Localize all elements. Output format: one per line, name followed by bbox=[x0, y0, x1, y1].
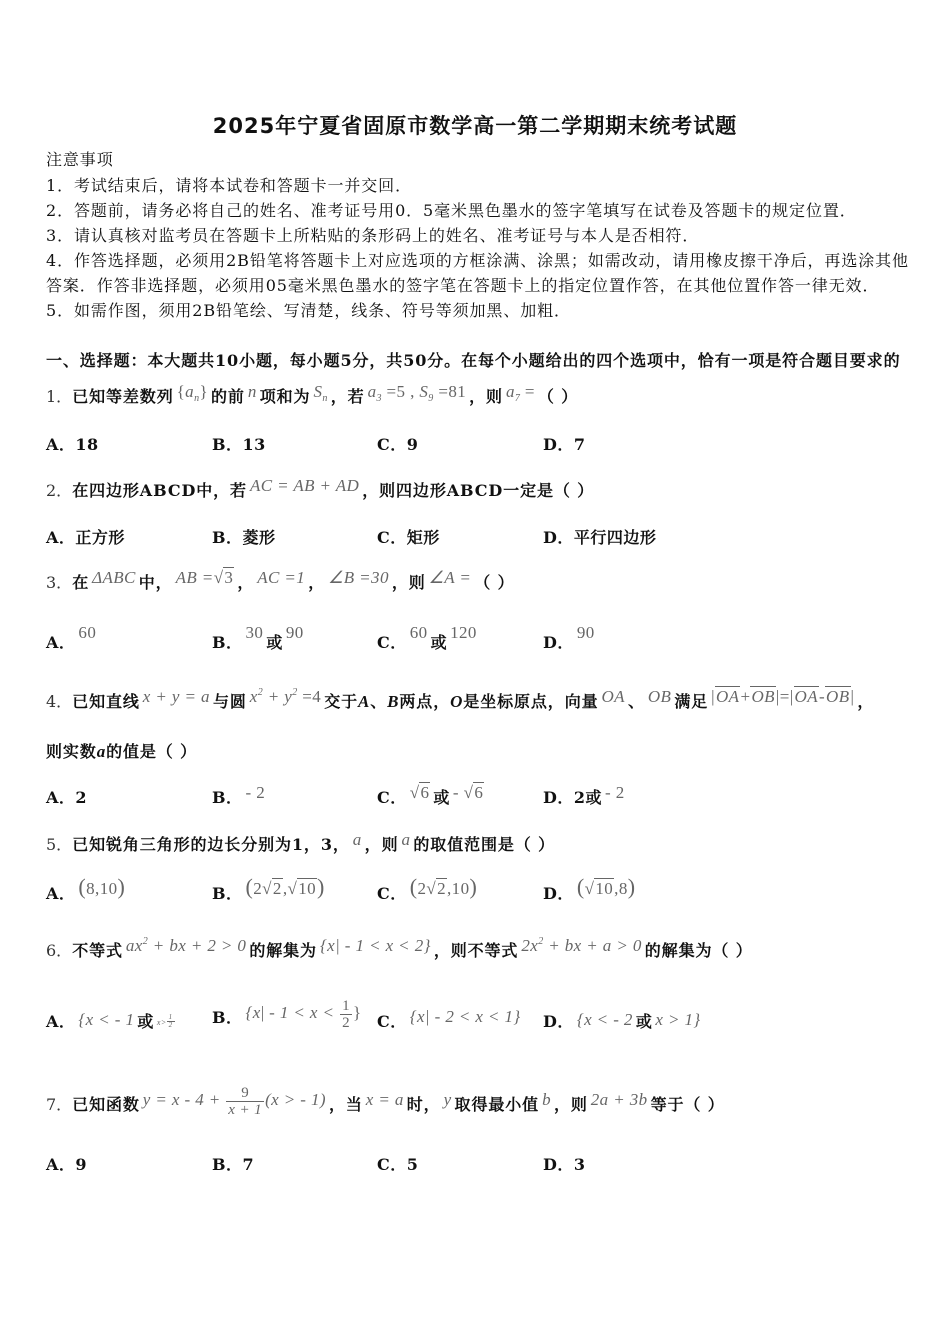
option-label: B． bbox=[212, 528, 243, 547]
question-1-option-b bbox=[212, 435, 266, 455]
stem-text: 与圆 bbox=[212, 692, 247, 711]
notice-line-2: 2．答题前，请务必将自己的姓名、准考证号用0．5毫米黑色墨水的签字笔填写在试卷及答题卡的规定位置． bbox=[46, 201, 857, 220]
set-bar: | bbox=[260, 1003, 265, 1022]
stem-text: 满足 bbox=[674, 692, 709, 711]
fraction bbox=[226, 1085, 264, 1118]
notice-line-4: 4．作答选择题，必须用2B铅笔将答题卡上对应选项的方框涂满、涂黑；如需改动，请用橡皮擦干净后，再选涂其他 bbox=[46, 251, 909, 270]
vector-oa: OA bbox=[601, 687, 625, 706]
question-6-option-a bbox=[46, 1012, 178, 1035]
interval bbox=[78, 874, 126, 899]
interval bbox=[245, 874, 325, 899]
question-number: 3． bbox=[46, 573, 73, 592]
math-expr: 2a + 3b bbox=[590, 1090, 648, 1109]
denominator: x + 1 bbox=[228, 1101, 263, 1118]
question-1-option-c bbox=[377, 435, 418, 455]
math-operator: |=| bbox=[775, 687, 794, 706]
question-3-option-a bbox=[46, 623, 99, 653]
solution-set: {x| - 1 < x < 2} bbox=[319, 936, 431, 955]
math-text: x bbox=[249, 687, 258, 706]
option-value: - 2 bbox=[605, 783, 625, 802]
question-7-stem bbox=[46, 1084, 725, 1118]
paren-close: ) bbox=[627, 874, 636, 899]
fraction bbox=[167, 1014, 175, 1029]
math-text: = bbox=[520, 382, 535, 401]
superscript: 2 bbox=[292, 687, 298, 698]
option-value: - 2 bbox=[245, 783, 266, 802]
question-2-option-c bbox=[377, 528, 440, 548]
paren-open: ( bbox=[78, 874, 87, 899]
comma: , bbox=[282, 879, 288, 898]
vector-oa: OA bbox=[794, 687, 818, 706]
stem-text: 不等式 bbox=[72, 941, 123, 960]
function-expr bbox=[142, 1084, 326, 1118]
math-expr: x = a bbox=[365, 1090, 404, 1109]
option-value: 2 bbox=[75, 788, 88, 807]
inequality-2 bbox=[521, 936, 641, 955]
option-value: 120 bbox=[450, 623, 477, 642]
stem-text: ，则 bbox=[553, 1095, 588, 1114]
stem-text: 、 bbox=[627, 692, 645, 711]
question-2-option-b bbox=[212, 528, 276, 548]
math-text: =4 bbox=[297, 687, 322, 706]
option-label: A． bbox=[46, 788, 76, 807]
stem-text: ，当 bbox=[328, 1095, 363, 1114]
question-1-stem bbox=[46, 382, 579, 410]
vector-ob: OB bbox=[751, 687, 775, 706]
option-connector: 或 bbox=[266, 633, 283, 652]
vector-condition bbox=[711, 687, 854, 706]
coefficient: 2 bbox=[253, 879, 263, 898]
sum-symbol bbox=[313, 382, 328, 404]
question-2-stem bbox=[46, 476, 595, 501]
math-var: b bbox=[542, 1090, 551, 1109]
option-value: 60 bbox=[78, 623, 97, 642]
stem-text: 取得最小值 bbox=[454, 1095, 540, 1114]
option-value: 2或 bbox=[573, 788, 603, 807]
option-label: D． bbox=[543, 884, 574, 903]
option-value: 正方形 bbox=[75, 528, 125, 547]
denominator: 2 bbox=[168, 1020, 173, 1029]
stem-text: 两点， bbox=[399, 692, 451, 711]
vector-ob: OB bbox=[826, 687, 850, 706]
question-7-option-d bbox=[543, 1155, 586, 1175]
radicand: 6 bbox=[474, 783, 484, 802]
notice-line-4-continued: 答案．作答非选择题，必须用05毫米黑色墨水的签字笔在答题卡上的指定位置作答，在其他位置作答一律无效． bbox=[46, 276, 880, 295]
math-var: a bbox=[367, 382, 377, 401]
question-2-option-a bbox=[46, 528, 125, 548]
option-label: B． bbox=[212, 884, 243, 903]
stem-text: ，则不等式 bbox=[433, 941, 519, 960]
question-7-option-b bbox=[212, 1155, 254, 1175]
solution-set: {x| - 2 < x < 1} bbox=[409, 1007, 521, 1026]
option-value: {x < - 2 bbox=[576, 1010, 633, 1029]
question-7-option-a bbox=[46, 1155, 87, 1175]
option-connector: 或 bbox=[635, 1012, 653, 1031]
option-value: 7 bbox=[573, 435, 586, 454]
section-heading: 一、选择题：本大题共10小题，每小题5分，共50分。在每个小题给出的四个选项中，恰有一项是符合题目要求的 bbox=[46, 351, 901, 370]
question-1-option-d bbox=[543, 435, 586, 455]
stem-text: 项和为 bbox=[259, 387, 311, 406]
math-var: S bbox=[313, 382, 323, 401]
option-label: D． bbox=[543, 1155, 574, 1174]
option-value: 90 bbox=[576, 623, 595, 642]
stem-text: 交于 bbox=[324, 692, 358, 711]
option-label: B． bbox=[212, 435, 243, 454]
notice-line-1: 1．考试结束后，请将本试卷和答题卡一并交回． bbox=[46, 176, 412, 195]
stem-text: ，若 bbox=[330, 387, 365, 406]
question-3-stem bbox=[46, 568, 515, 593]
option-connector: 或 bbox=[430, 633, 448, 652]
option-label: C． bbox=[377, 435, 407, 454]
answer-blank: 的值是（ ） bbox=[106, 742, 198, 761]
inequality-1 bbox=[126, 936, 246, 955]
option-label: C． bbox=[377, 528, 407, 547]
option-label: D． bbox=[543, 1012, 574, 1031]
math-var: a bbox=[96, 742, 107, 761]
stem-text: 已知锐角三角形的边长分别为1，3， bbox=[72, 835, 350, 854]
sqrt-symbol: √ bbox=[409, 783, 420, 802]
question-5-option-c bbox=[377, 874, 480, 904]
radicand: 2 bbox=[272, 879, 282, 898]
option-label: D． bbox=[543, 435, 574, 454]
option-label: A． bbox=[46, 435, 76, 454]
option-label: D． bbox=[543, 528, 574, 547]
question-4-option-d bbox=[543, 783, 628, 808]
subscript: 3 bbox=[376, 393, 382, 404]
notice-heading: 注意事项 bbox=[46, 150, 114, 169]
option-value: 60 bbox=[409, 623, 428, 642]
option-value: 30 bbox=[245, 623, 264, 642]
option-value bbox=[410, 783, 431, 802]
stem-text: 在 bbox=[72, 573, 90, 592]
option-value: 矩形 bbox=[406, 528, 440, 547]
question-4-option-a bbox=[46, 788, 87, 808]
math-var: a bbox=[185, 382, 195, 401]
stem-text: ，则四边形ABCD一定是（ ） bbox=[362, 481, 595, 500]
answer-blank: 的取值范围是（ ） bbox=[413, 835, 556, 854]
math-text: {x bbox=[245, 1003, 261, 1022]
math-var: a bbox=[352, 830, 362, 849]
stem-text: ，则 bbox=[469, 387, 503, 406]
math-var: n bbox=[247, 382, 257, 401]
circle-equation bbox=[250, 687, 321, 706]
option-connector: 或 bbox=[433, 788, 450, 807]
stem-text: 是坐标原点，向量 bbox=[463, 692, 599, 711]
brace-open: { bbox=[176, 382, 186, 401]
question-4-stem bbox=[46, 687, 875, 715]
paren-close: ) bbox=[117, 874, 126, 899]
paren-close: ) bbox=[317, 874, 325, 899]
sqrt-symbol: √ bbox=[287, 879, 298, 898]
interval-bound: ,8 bbox=[614, 879, 628, 898]
point-a: A bbox=[358, 692, 371, 711]
domain-condition: (x > - 1) bbox=[265, 1090, 326, 1109]
radicand: 3 bbox=[224, 568, 234, 587]
subscript: 9 bbox=[428, 393, 434, 404]
vector-ob: OB bbox=[647, 687, 672, 706]
numerator: 9 bbox=[226, 1085, 264, 1102]
fraction bbox=[340, 998, 352, 1031]
option-value: x > 1} bbox=[655, 1010, 701, 1029]
option-label: C． bbox=[377, 1012, 407, 1031]
option-connector: 或 bbox=[137, 1012, 154, 1031]
superscript: 2 bbox=[142, 936, 149, 947]
stem-text: 时， bbox=[406, 1095, 441, 1114]
question-number: 4． bbox=[46, 692, 73, 711]
option-value: {x < - 1 bbox=[78, 1010, 135, 1029]
option-label: A． bbox=[46, 1155, 76, 1174]
option-label: B． bbox=[212, 1008, 243, 1027]
math-text: + y bbox=[263, 687, 293, 706]
radicand: 10 bbox=[595, 879, 614, 898]
math-var: a bbox=[401, 830, 411, 849]
question-4-option-c bbox=[377, 783, 487, 808]
question-6-stem bbox=[46, 936, 753, 964]
abs-bar: | bbox=[711, 687, 715, 706]
question-1-option-a bbox=[46, 435, 99, 455]
math-text: - 1 < x < bbox=[264, 1003, 340, 1022]
sqrt-symbol: √ bbox=[213, 568, 224, 587]
option-value: 13 bbox=[242, 435, 266, 454]
option-label: B． bbox=[212, 788, 243, 807]
paren-open: ( bbox=[245, 874, 254, 899]
numerator: 1 bbox=[342, 997, 350, 1014]
denominator: 2 bbox=[342, 1014, 350, 1031]
angle-a-expr: ∠A = bbox=[428, 568, 472, 587]
question-3-option-d bbox=[543, 623, 598, 653]
stem-text: 在四边形ABCD中，若 bbox=[72, 481, 247, 500]
math-operator: - bbox=[818, 687, 826, 706]
superscript: 2 bbox=[257, 687, 264, 698]
stem-text: 已知等差数列 bbox=[72, 387, 174, 406]
stem-text: ， bbox=[237, 573, 255, 592]
radicand: 10 bbox=[298, 879, 317, 898]
option-value: 9 bbox=[406, 435, 419, 454]
option-label: D． bbox=[543, 633, 574, 652]
sqrt-symbol: √ bbox=[584, 879, 595, 898]
option-value-tiny bbox=[157, 1010, 175, 1029]
question-3-option-b bbox=[212, 623, 307, 653]
stem-text: 则实数 bbox=[46, 742, 97, 761]
option-label: A． bbox=[46, 1012, 76, 1031]
paren-open: ( bbox=[576, 874, 585, 899]
option-label: C． bbox=[377, 1155, 407, 1174]
paren-close: ) bbox=[469, 874, 478, 899]
abs-bar: | bbox=[850, 687, 855, 706]
triangle-symbol: ΔABC bbox=[92, 568, 136, 587]
option-value: 3 bbox=[573, 1155, 586, 1174]
brace-close: } bbox=[352, 1003, 362, 1022]
question-5-option-b bbox=[212, 874, 328, 904]
option-label: A． bbox=[46, 633, 76, 652]
option-label: D． bbox=[543, 788, 574, 807]
option-label: A． bbox=[46, 528, 76, 547]
stem-text: ，则 bbox=[364, 835, 399, 854]
option-value: 5 bbox=[406, 1155, 419, 1174]
question-4-stem-continued bbox=[46, 742, 197, 762]
answer-blank: （ ） bbox=[474, 573, 515, 592]
option-label: B． bbox=[212, 633, 243, 652]
math-text: + bx + a > 0 bbox=[543, 936, 642, 955]
math-operator: + bbox=[740, 687, 751, 706]
answer-blank: （ ） bbox=[537, 387, 579, 406]
math-text: + bx + 2 > 0 bbox=[148, 936, 247, 955]
notice-line-3: 3．请认真核对监考员在答题卡上所粘贴的条形码上的姓名、准考证号与本人是否相符． bbox=[46, 226, 700, 245]
question-number: 6． bbox=[46, 941, 73, 960]
sqrt-symbol: - √ bbox=[452, 783, 474, 802]
question-6-option-c bbox=[377, 1007, 524, 1032]
brace-close: } bbox=[199, 382, 209, 401]
question-5-option-a bbox=[46, 874, 128, 904]
math-text: y = x - 4 + bbox=[142, 1090, 226, 1109]
angle-b-expr: ∠B =30 bbox=[328, 568, 389, 587]
radicand: 2 bbox=[437, 879, 447, 898]
interval-bound: ,10 bbox=[447, 879, 470, 898]
math-text: AB = bbox=[175, 568, 214, 587]
vector-equation: AC = AB + AD bbox=[249, 476, 360, 495]
sqrt-symbol: √ bbox=[262, 879, 272, 898]
subscript: n bbox=[194, 393, 200, 404]
option-value: 90 bbox=[285, 623, 304, 642]
question-7-option-c bbox=[377, 1155, 418, 1175]
stem-text: 的前 bbox=[211, 387, 245, 406]
paren-open: ( bbox=[409, 874, 418, 899]
subscript: 7 bbox=[514, 393, 521, 404]
math-text: 2x bbox=[521, 936, 539, 955]
radicand: 6 bbox=[420, 783, 430, 802]
stem-text: 已知直线 bbox=[72, 692, 140, 711]
option-label: C． bbox=[377, 788, 407, 807]
interval bbox=[409, 874, 478, 899]
interval bbox=[576, 874, 636, 899]
answer-blank: 的解集为（ ） bbox=[644, 941, 753, 960]
question-number: 1． bbox=[46, 387, 73, 406]
solution-set bbox=[245, 997, 362, 1031]
math-text: =81 bbox=[433, 382, 467, 401]
condition-expr bbox=[367, 382, 467, 404]
coefficient: 2 bbox=[417, 879, 427, 898]
target-expr bbox=[505, 382, 535, 404]
option-value: 平行四边形 bbox=[573, 528, 657, 547]
option-label: B． bbox=[212, 1155, 243, 1174]
question-5-option-d bbox=[543, 874, 638, 904]
question-6-option-b bbox=[212, 997, 365, 1031]
question-number: 2． bbox=[46, 481, 73, 500]
numerator: 1 bbox=[168, 1012, 173, 1021]
side-ac-expr: AC =1 bbox=[257, 568, 306, 587]
math-var: a bbox=[505, 382, 515, 401]
question-number: 5． bbox=[46, 835, 73, 854]
stem-text: 、 bbox=[370, 692, 388, 711]
option-value bbox=[453, 783, 484, 802]
vector-oa: OA bbox=[715, 687, 740, 706]
interval-bounds: 8,10 bbox=[86, 879, 118, 898]
line-equation: x + y = a bbox=[142, 687, 210, 706]
point-b: B bbox=[387, 692, 400, 711]
option-label: A． bbox=[46, 884, 76, 903]
math-var: S bbox=[419, 382, 429, 401]
stem-text: 的解集为 bbox=[249, 941, 317, 960]
superscript: 2 bbox=[538, 936, 544, 947]
math-text: =5 , bbox=[381, 382, 420, 401]
stem-text: 已知函数 bbox=[72, 1095, 140, 1114]
math-text: x> bbox=[156, 1018, 167, 1027]
stem-text: 中， bbox=[138, 573, 173, 592]
sequence-symbol bbox=[176, 382, 209, 404]
option-value: 7 bbox=[242, 1155, 255, 1174]
question-2-option-d bbox=[543, 528, 656, 548]
answer-blank: 等于（ ） bbox=[650, 1095, 725, 1114]
option-label: C． bbox=[377, 884, 407, 903]
subscript: n bbox=[322, 393, 328, 404]
option-value: 9 bbox=[75, 1155, 88, 1174]
side-ab-expr bbox=[176, 568, 235, 587]
option-label: C． bbox=[377, 633, 407, 652]
question-number: 7． bbox=[46, 1095, 73, 1114]
math-var: y bbox=[443, 1090, 452, 1109]
stem-text: ，则 bbox=[391, 573, 426, 592]
exam-title: 2025年宁夏省固原市数学高一第二学期期末统考试题 bbox=[212, 114, 738, 138]
notice-line-5: 5．如需作图，须用2B铅笔绘、写清楚，线条、符号等须加黑、加粗． bbox=[46, 301, 571, 320]
stem-text: ， bbox=[857, 692, 875, 711]
sqrt-symbol: √ bbox=[426, 879, 437, 898]
point-o: O bbox=[450, 692, 464, 711]
question-5-stem bbox=[46, 830, 556, 855]
question-6-option-d bbox=[543, 1012, 704, 1032]
stem-text: ， bbox=[308, 573, 326, 592]
option-value: 18 bbox=[75, 435, 99, 454]
question-3-option-c bbox=[377, 623, 480, 653]
question-4-option-b bbox=[212, 783, 268, 808]
math-text: ax bbox=[125, 936, 143, 955]
option-value: 菱形 bbox=[242, 528, 276, 547]
